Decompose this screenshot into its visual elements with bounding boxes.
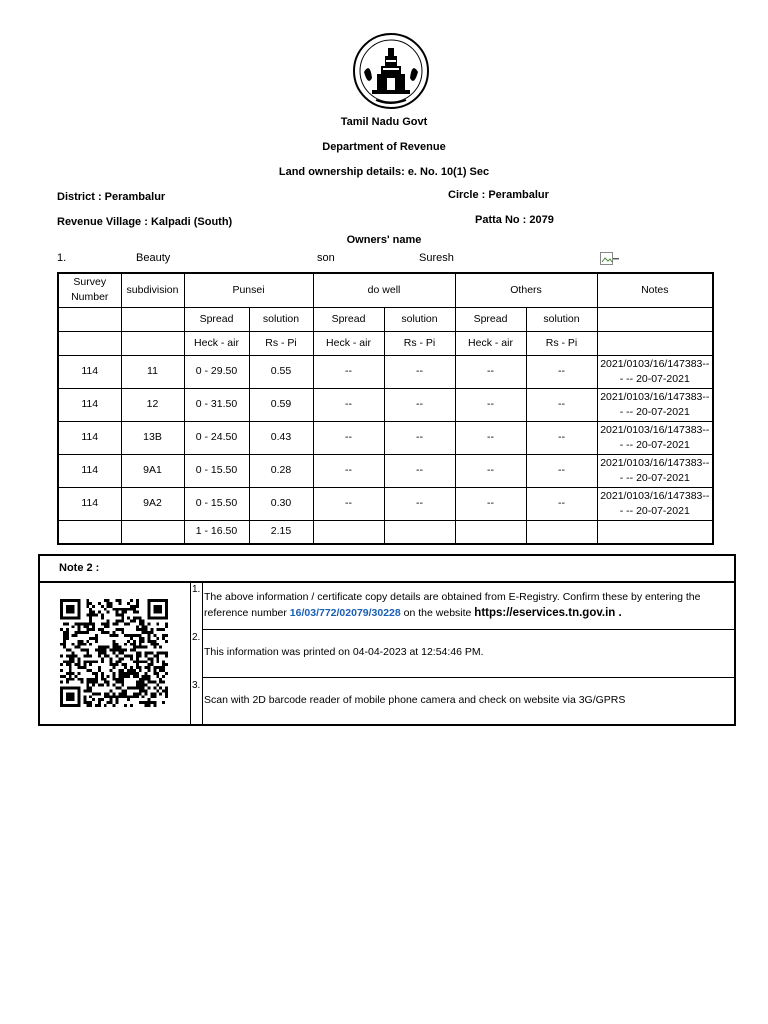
total-row <box>58 520 713 544</box>
department-name: Department of Revenue <box>322 141 446 153</box>
table-cell-notes: 2021/0103/16/147383--- -- 20-07-2021 <box>597 355 713 388</box>
notes-box <box>38 554 736 726</box>
table-row <box>58 487 713 520</box>
table-cell: 114 <box>58 487 121 520</box>
subcol-header: Spread <box>184 307 249 331</box>
unit-header: Heck - air <box>313 331 384 355</box>
table-cell: 0.59 <box>249 388 313 421</box>
unit-header: Rs - Pi <box>526 331 597 355</box>
broken-image-icon <box>600 252 620 266</box>
header-row-3 <box>58 331 713 355</box>
owner-index: 1. <box>57 252 67 264</box>
unit-header: Heck - air <box>184 331 249 355</box>
table-cell: -- <box>313 454 384 487</box>
header-row-2 <box>58 307 713 331</box>
table-cell: 0 - 15.50 <box>184 487 249 520</box>
document-title: Land ownership details: e. No. 10(1) Sec <box>278 166 490 178</box>
subcol-header: Spread <box>455 307 526 331</box>
owners-heading: Owners' name <box>346 234 422 246</box>
total-solution: 2.15 <box>249 520 313 544</box>
qr-code-cell <box>40 583 191 724</box>
note-number: 3. <box>192 680 201 691</box>
owner-relation: son <box>317 252 335 264</box>
unit-header: Rs - Pi <box>384 331 455 355</box>
table-cell: -- <box>526 355 597 388</box>
unit-header: Heck - air <box>455 331 526 355</box>
table-cell: 0 - 24.50 <box>184 421 249 454</box>
note-2 <box>203 630 734 678</box>
qr-code-icon <box>58 599 170 707</box>
table-cell: -- <box>455 421 526 454</box>
table-cell: 9A2 <box>121 487 184 520</box>
table-cell-notes: 2021/0103/16/147383--- -- 20-07-2021 <box>597 388 713 421</box>
table-cell: -- <box>384 487 455 520</box>
table-cell: -- <box>455 454 526 487</box>
col-survey-number: Survey Number <box>58 273 121 307</box>
col-punsei: Punsei <box>184 273 313 307</box>
table-cell: 114 <box>58 388 121 421</box>
table-row <box>58 454 713 487</box>
table-cell: -- <box>526 388 597 421</box>
note-1-text: The above information / certificate copy details are obtained from E-Registry. Confirm these by entering the reference number <box>204 591 701 619</box>
col-subdivision: subdivision <box>121 273 184 307</box>
unit-header: Rs - Pi <box>249 331 313 355</box>
table-cell: -- <box>313 421 384 454</box>
table-cell: -- <box>384 454 455 487</box>
land-details-table <box>57 272 714 545</box>
subcol-header: solution <box>526 307 597 331</box>
table-cell-notes: 2021/0103/16/147383--- -- 20-07-2021 <box>597 421 713 454</box>
patta-number: Patta No : 2079 <box>475 214 554 226</box>
table-cell: 0.55 <box>249 355 313 388</box>
note-3 <box>203 678 734 724</box>
tamil-nadu-emblem-icon <box>350 32 432 110</box>
note-1-text-b: on the website <box>400 607 475 619</box>
table-cell: -- <box>384 355 455 388</box>
note-2-text: This information was printed on 04-04-2023 at 12:54:46 PM. <box>204 646 484 658</box>
govt-name: Tamil Nadu Govt <box>340 116 428 128</box>
table-cell: -- <box>313 355 384 388</box>
table-cell: 13B <box>121 421 184 454</box>
subcol-header: solution <box>249 307 313 331</box>
table-cell: 0 - 29.50 <box>184 355 249 388</box>
table-cell: 0.43 <box>249 421 313 454</box>
table-cell: 0 - 31.50 <box>184 388 249 421</box>
col-notes: Notes <box>597 273 713 307</box>
subcol-header: Spread <box>313 307 384 331</box>
table-row <box>58 421 713 454</box>
table-row <box>58 388 713 421</box>
col-others: Others <box>455 273 597 307</box>
table-cell: 9A1 <box>121 454 184 487</box>
table-cell-notes: 2021/0103/16/147383--- -- 20-07-2021 <box>597 487 713 520</box>
revenue-village: Revenue Village : Kalpadi (South) <box>57 216 233 228</box>
subcol-header: solution <box>384 307 455 331</box>
table-cell: -- <box>313 388 384 421</box>
table-row <box>58 355 713 388</box>
table-cell: 0 - 15.50 <box>184 454 249 487</box>
table-cell: 114 <box>58 421 121 454</box>
table-cell: -- <box>455 355 526 388</box>
table-cell: -- <box>526 454 597 487</box>
note-number: 1. <box>192 584 201 595</box>
total-spread: 1 - 16.50 <box>184 520 249 544</box>
website-link[interactable]: https://eservices.tn.gov.in . <box>474 607 622 619</box>
reference-number-link[interactable]: 16/03/772/02079/30228 <box>289 607 401 619</box>
circle: Circle : Perambalur <box>448 189 549 201</box>
col-do-well: do well <box>313 273 455 307</box>
district: District : Perambalur <box>57 191 166 203</box>
table-cell: -- <box>526 487 597 520</box>
note-3-text: Scan with 2D barcode reader of mobile phone camera and check on website via 3G/GPRS <box>204 694 626 706</box>
table-cell: 12 <box>121 388 184 421</box>
table-cell-notes: 2021/0103/16/147383--- -- 20-07-2021 <box>597 454 713 487</box>
table-cell: -- <box>384 388 455 421</box>
table-cell: 114 <box>58 454 121 487</box>
note-number: 2. <box>192 632 201 643</box>
note-1 <box>203 583 734 630</box>
table-cell: -- <box>526 421 597 454</box>
table-cell: -- <box>455 487 526 520</box>
header-row-1 <box>58 273 713 307</box>
notes-header <box>40 556 734 583</box>
table-cell: 0.30 <box>249 487 313 520</box>
table-cell: -- <box>455 388 526 421</box>
owner-father: Suresh <box>419 252 454 264</box>
table-cell: -- <box>384 421 455 454</box>
notes-heading: Note 2 : <box>59 562 100 574</box>
table-cell: 0.28 <box>249 454 313 487</box>
table-cell: -- <box>313 487 384 520</box>
table-cell: 114 <box>58 355 121 388</box>
owner-name: Beauty <box>136 252 171 264</box>
table-cell: 11 <box>121 355 184 388</box>
